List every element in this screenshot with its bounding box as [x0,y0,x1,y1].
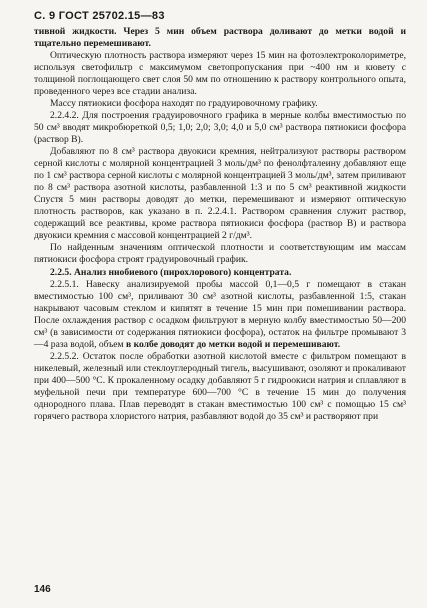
paragraph-2-2-5-1 [34,279,406,351]
body-text [34,26,406,423]
paragraph-mass-phosphorus: Массу пятиокиси фосфора находят по градуировочному графику. [50,98,318,109]
page-header: С. 9 ГОСТ 25702.15—83 [34,10,165,22]
section-heading-2-2-5: 2.2.5. Анализ ниобиевого (пирохлорового) концентрата. [50,267,292,278]
paragraph-add-silica: Добавляют по 8 см³ раствора двуокиси кремния, нейтрализуют растворы раствором серной кислоты с молярной концентрацией 3 моль/дм³ по фенолфталеину добавляют еще по 1 см³ раствора серной кислоты с молярной концентрацией 3 моль/дм³, затем приливают по 8 см³ раствора азотной кислоты, разбавленной 1:3 и по 5 см³ реактивной жидкости Спустя 5 мин растворы доводят до метки, перемешивают и измеряют оптическую плотность растворов, как указано в п. 2.2.4.1. Раствором сравнения служит раствор, содержащий все реактивы, кроме раствора пятиокиси фосфора (раствор В) и раствора двуокиси кремния с массовой концентрацией 2 г/дм³. [34,146,406,241]
paragraph-continuation: тивной жидкости. Через 5 мин объем раствора доливают до метки водой и тщательно перемешивают. [34,26,406,49]
paragraph-2-2-5-2: 2.2.5.2. Остаток после обработки азотной кислотой вместе с фильтром помещают в никелевый, железный или стеклоуглеродный тигель, высушивают, озоляют и прокаливают при 400—500 °С. К прокаленному осадку добавляют 5 г гидроокиси натрия и сплавляют в муфельной печи при температуре 600—700 °С в течение 15 мин до получения однородного плава. Плав переводят в стакан вместимостью 100 см³ с помощью 15 см³ горячего раствора хлористого натрия, разбавляют водой до 35 см³ и растворяют при [34,351,406,422]
paragraph-2-2-4-2: 2.2.4.2. Для построения градуировочного графика в мерные колбы вместимостью по 50 см³ вводят микробюреткой 0,5; 1,0; 2,0; 3,0; 4,0 и 5,0 см³ раствора пятиокиси фосфора (раствор В). [34,110,406,145]
paragraph-optical-density: Оптическую плотность раствора измеряют через 15 мин на фотоэлектроколориметре, используя светофильтр с максимумом светопропускания при ~400 нм и кювету с толщиной поглощающего свет слоя 50 мм по отношению к раствору контрольного опыта, проведенного через все стадии анализа. [34,50,406,97]
paragraph-2-2-5-1-bold-end: в колбе доводят до метки водой и перемешивают. [126,339,341,350]
paragraph-calibration-graph: По найденным значениям оптической плотности и соответствующим им массам пятиокиси фосфора строят градуировочный график. [34,242,406,265]
page-number: 146 [34,584,51,595]
paragraph-2-2-5-1-text: 2.2.5.1. Навеску анализируемой пробы массой 0,1—0,5 г помещают в стакан вместимостью 100 см³, приливают 30 см³ азотной кислоты, разбавленной 1:5, стакан накрывают часовым стеклом и кипятят в течение 15 мин при помешивании раствора. После охлаждения раствор с осадком фильтруют в мерную колбу вместимостью 50—200 см³ (в зависимости от содержания пятиокиси фосфора), остаток на фильтре промывают 3—4 раза водой, объем [34,279,406,350]
